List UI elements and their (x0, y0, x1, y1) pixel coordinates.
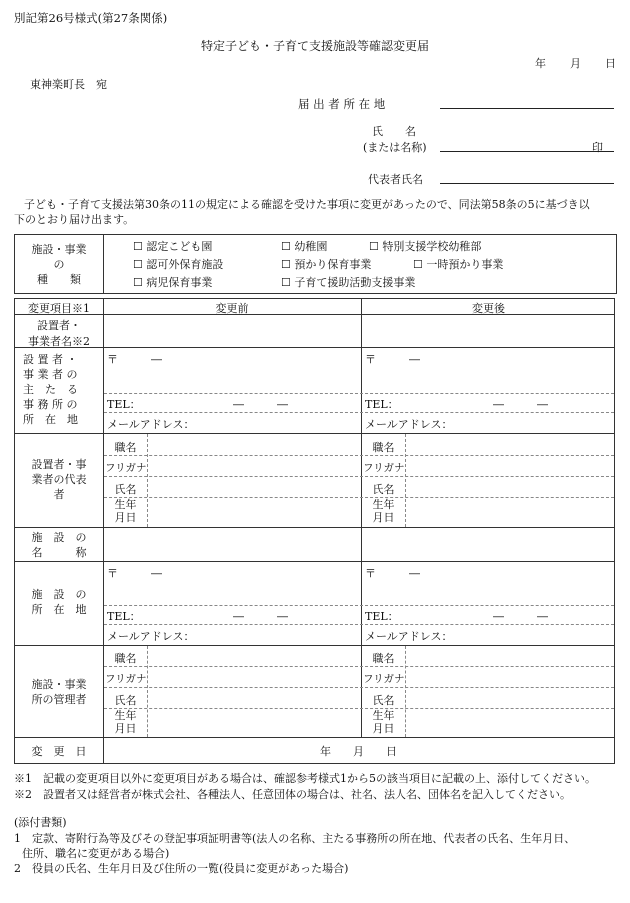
checkbox[interactable]: ☐ (133, 276, 143, 289)
option-label: 預かり保育事業 (294, 258, 372, 271)
form-number: 別記第26号様式(第27条関係) (14, 11, 168, 25)
applicant-name-sub-label: (または名称) (363, 141, 427, 154)
mgr-after-birth-label (362, 709, 405, 735)
facility-after-tel-label: TEL： (365, 610, 399, 623)
dashed-divider (104, 605, 614, 606)
option-byoji-hoiku[interactable] (133, 274, 212, 290)
office-after-tel-label: TEL： (365, 398, 399, 411)
attachments-title: (添付書類) (14, 816, 67, 829)
birth-label-line: 月日 (114, 511, 137, 524)
row-divider (15, 433, 614, 434)
dashed-divider (104, 455, 614, 456)
body-text-line1: 子ども・子育て支援法第30条の11の規定による確認を受けた事項に変更があったので、同法第58条の5に基づき以 (24, 198, 590, 211)
date-year-label: 年 (535, 57, 546, 70)
facility-before-tel-field[interactable]: ― ― (233, 610, 288, 623)
facility-type-label: 施設・事業 (31, 243, 87, 256)
birth-label-line: 生年 (372, 498, 395, 511)
birth-label-line: 生年 (114, 498, 137, 511)
rep-after-position-label: 職名 (372, 441, 395, 454)
mgr-before-position-label: 職名 (114, 652, 137, 665)
rep-before-furigana-label: フリガナ (105, 462, 147, 474)
mgr-before-name-label: 氏名 (114, 694, 137, 707)
option-label: 一時預かり事業 (426, 258, 504, 271)
row-divider (15, 347, 614, 348)
rep-after-birth-label (362, 498, 405, 524)
facility-type-label-cell (15, 235, 104, 293)
birth-label-line: 生年 (114, 709, 137, 722)
option-label: 子育て援助活動支援事業 (294, 276, 416, 289)
col-header-after: 変更後 (472, 302, 505, 315)
option-nintei-kodomoen[interactable] (133, 238, 212, 254)
mgr-after-furigana-label: フリガナ (363, 673, 405, 685)
option-yochien[interactable] (281, 238, 327, 254)
office-after-postal[interactable]: 〒 ― (365, 353, 420, 366)
row-label-line: 所の管理者 (31, 693, 87, 706)
checkbox[interactable]: ☐ (281, 240, 291, 253)
dashed-divider (104, 497, 614, 498)
facility-after-tel-field[interactable]: ― ― (493, 610, 548, 623)
row-label-office (23, 352, 99, 427)
row-label-representative (15, 457, 103, 502)
applicant-address-label: 届 出 者 所 在 地 (298, 97, 386, 111)
seal-mark: 印 (592, 141, 603, 154)
birth-label-line: 月日 (372, 722, 395, 735)
body-text-line2: 下のとおり届け出ます。 (14, 213, 135, 226)
dashed-divider (405, 646, 406, 737)
facility-after-mail[interactable]: メールアドレス： (365, 630, 453, 643)
row-label-line: 所 在 地 (23, 413, 78, 426)
option-ninkagai[interactable] (133, 256, 223, 272)
rep-before-position-label: 職名 (114, 441, 137, 454)
dashed-divider (104, 476, 614, 477)
checkbox[interactable]: ☐ (369, 240, 379, 253)
birth-label-line: 月日 (372, 511, 395, 524)
change-table (14, 298, 615, 764)
office-before-mail[interactable]: メールアドレス： (107, 418, 195, 431)
option-azukari-hoiku[interactable] (281, 256, 371, 272)
note-2: ※2 設置者又は経営者が株式会社、各種法人、任意団体の場合は、社名、法人名、団体名を記入してください。 (14, 788, 571, 801)
option-label: 認定こども園 (146, 240, 213, 253)
office-after-tel-field[interactable]: ― ― (493, 398, 548, 411)
dashed-divider (104, 393, 614, 394)
row-label-line: 設 置 者 ・ (23, 353, 78, 366)
attachment-2: 2 役員の氏名、生年月日及び住所の一覧(役員に変更があった場合) (14, 862, 349, 875)
dashed-divider (104, 412, 614, 413)
facility-name-before-field[interactable] (104, 528, 360, 560)
checkbox[interactable]: ☐ (133, 258, 143, 271)
facility-name-after-field[interactable] (362, 528, 614, 560)
applicant-address-field[interactable] (440, 108, 614, 109)
facility-before-mail[interactable]: メールアドレス： (107, 630, 195, 643)
birth-label-line: 生年 (372, 709, 395, 722)
option-label: 認可外保育施設 (146, 258, 224, 271)
col-header-before: 変更前 (215, 302, 249, 315)
option-ichiji-azukari[interactable] (413, 256, 503, 272)
mgr-before-birth-label (104, 709, 147, 735)
row-divider (15, 737, 614, 738)
option-kosodate-enjo[interactable] (281, 274, 415, 290)
mgr-before-furigana-label: フリガナ (105, 673, 147, 685)
row-label-line: 設置者・事 (31, 458, 87, 471)
facility-type-box (14, 234, 617, 294)
row-label-change-date: 変 更 日 (31, 745, 87, 758)
rep-before-birth-label (104, 498, 147, 524)
change-date-field[interactable]: 年 月 日 (320, 745, 397, 758)
page-title: 特定子ども・子育て支援施設等確認変更届 (200, 39, 429, 53)
row-divider (15, 645, 614, 646)
row-label-line: 主 た る (23, 383, 78, 396)
option-label: 幼稚園 (294, 240, 328, 253)
dashed-divider (104, 666, 614, 667)
facility-before-tel-label: TEL： (107, 610, 141, 623)
checkbox[interactable]: ☐ (413, 258, 423, 271)
dashed-divider (405, 434, 406, 527)
office-after-mail[interactable]: メールアドレス： (365, 418, 453, 431)
rep-after-name-label: 氏名 (372, 483, 395, 496)
date-day-label: 日 (605, 57, 616, 70)
applicant-name-field[interactable] (440, 151, 614, 152)
row-label-facility-address (15, 587, 103, 617)
col-header-item: 変更項目※1 (28, 302, 90, 315)
row-label-line: 事 業 者 の (23, 368, 78, 381)
row-label-line: 所 在 地 (31, 603, 87, 616)
row-label-line: 施 設 の (31, 531, 87, 544)
row-divider (15, 561, 614, 562)
applicant-name-label: 氏 名 (372, 125, 416, 138)
row-label-line: 名 称 (31, 546, 87, 559)
facility-after-postal[interactable]: 〒 ― (365, 567, 420, 580)
dashed-divider (147, 646, 148, 737)
setter-name-after-field[interactable] (362, 315, 614, 347)
checkbox[interactable]: ☐ (281, 276, 291, 289)
row-label-setter-name: 設置者・ 事業者名※2 (28, 319, 90, 348)
facility-type-label: 種 類 (37, 273, 81, 286)
dashed-divider (104, 687, 614, 688)
office-before-tel-field[interactable]: ― ― (233, 398, 288, 411)
attachment-1-cont: 住所、職名に変更がある場合) (22, 847, 170, 860)
row-label-line: 事 務 所 の (23, 398, 78, 411)
facility-type-label: の (53, 258, 65, 271)
note-1: ※1 記載の変更項目以外に変更項目がある場合は、確認参考様式1から5の該当項目に記載の上、添付してください。 (14, 772, 596, 785)
row-label-line: 者 (53, 488, 65, 501)
dashed-divider (104, 708, 614, 709)
option-tokubetsu[interactable] (369, 238, 481, 254)
row-label-line: 施設・事業 (31, 678, 87, 691)
row-label-manager (15, 677, 103, 707)
applicant-rep-label: 代表者氏名 (368, 173, 423, 186)
mgr-after-position-label: 職名 (372, 652, 395, 665)
dashed-divider (104, 624, 614, 625)
row-label-line: 業者の代表 (31, 473, 87, 486)
setter-name-before-field[interactable] (104, 315, 360, 347)
birth-label-line: 月日 (114, 722, 137, 735)
applicant-rep-field[interactable] (440, 183, 614, 184)
option-label: 病児保育事業 (146, 276, 213, 289)
office-before-postal[interactable]: 〒 ― (107, 353, 162, 366)
office-before-tel-label: TEL： (107, 398, 141, 411)
attachment-1: 1 定款、寄附行為等及びその登記事項証明書等(法人の名称、主たる事務所の所在地、代表者の氏名、生年月日、 (14, 832, 576, 845)
row-label-line: 施 設 の (31, 588, 87, 601)
facility-before-postal[interactable]: 〒 ― (107, 567, 162, 580)
option-label: 特別支援学校幼稚部 (382, 240, 482, 253)
date-month-label: 月 (570, 57, 581, 70)
rep-after-furigana-label: フリガナ (363, 462, 405, 474)
checkbox[interactable]: ☐ (281, 258, 291, 271)
addressee: 東神楽町長 宛 (30, 78, 107, 91)
row-label-facility-name (15, 530, 103, 560)
checkbox[interactable]: ☐ (133, 240, 143, 253)
rep-before-name-label: 氏名 (114, 483, 137, 496)
dashed-divider (147, 434, 148, 527)
mgr-after-name-label: 氏名 (372, 694, 395, 707)
